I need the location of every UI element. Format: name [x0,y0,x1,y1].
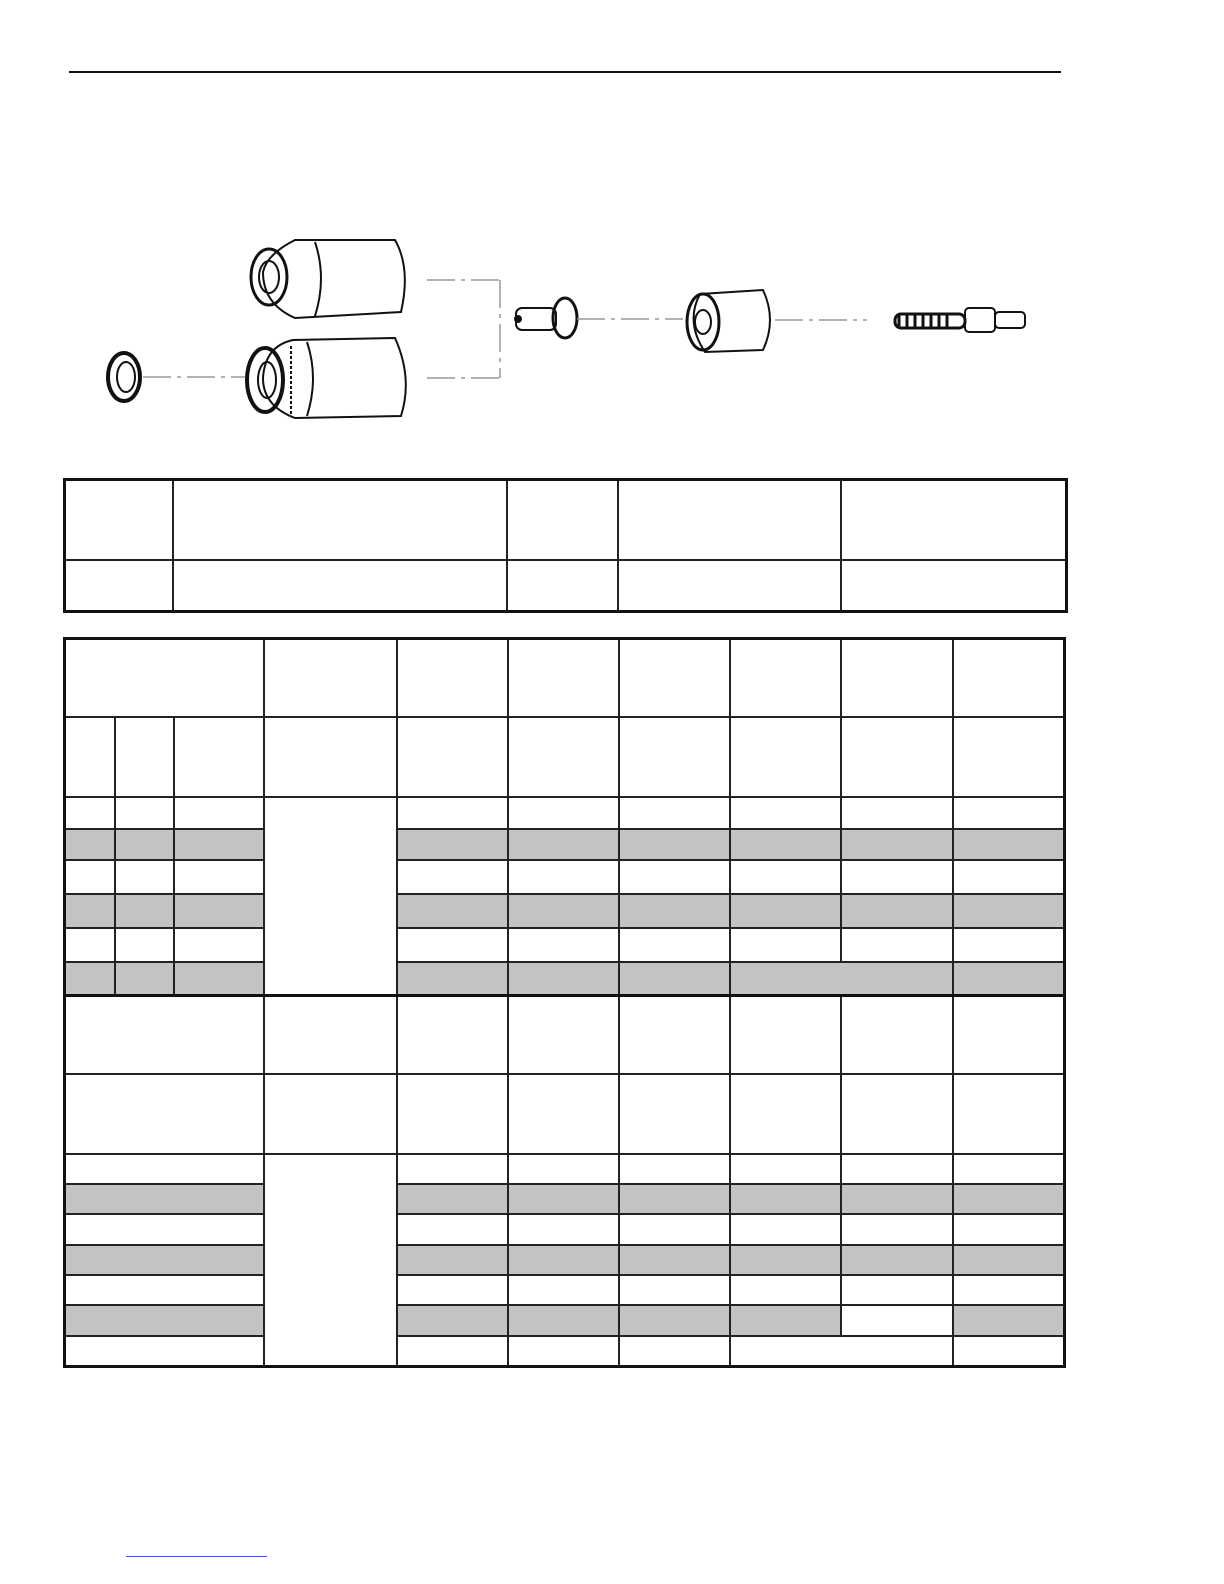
table-cell [953,1275,1065,1305]
table-cell [508,797,619,829]
table-cell [508,1336,619,1367]
table-cell [65,1184,264,1214]
table-cell [115,894,174,928]
table-cell [65,894,115,928]
top-rule [69,71,1061,73]
table-cell [508,894,619,928]
table-cell [953,860,1065,894]
table-header-row [65,480,1067,560]
table-cell [953,1074,1065,1154]
table-cell [841,996,953,1074]
shield-cap-icon [108,353,140,401]
table-cell [508,1245,619,1275]
table-cell [953,1336,1065,1367]
table-cell [619,829,730,860]
table-cell [397,1214,508,1245]
table-cell [65,797,115,829]
shielded-retaining-cap-icon [247,338,406,418]
table-cell [841,560,1067,612]
table-cell [397,797,508,829]
table-cell [397,894,508,928]
table-cell [264,996,397,1074]
table-cell [953,1305,1065,1336]
table-subheader-row [65,1074,1065,1154]
table-cell [508,1184,619,1214]
table-row [65,928,1065,962]
table-cell [841,1154,953,1184]
table-cell [115,962,174,996]
table-cell [619,962,730,996]
header-cell [953,717,1065,797]
table-row [65,1214,1065,1245]
table-row [65,1245,1065,1275]
table-cell [953,1184,1065,1214]
table-cell [65,829,115,860]
table-subheader-row [65,717,1065,797]
table-cell [841,797,953,829]
table-cell [730,1305,841,1336]
table-cell [730,1245,841,1275]
table-cell [397,1305,508,1336]
table-cell [619,996,730,1074]
table-cell [730,860,841,894]
table-cell [730,1184,841,1214]
table-cell [508,1305,619,1336]
header-cell [397,639,508,717]
header-cell [115,717,174,797]
table-cell [174,928,264,962]
table-cell [730,1154,841,1184]
footer-link-underline[interactable] [126,1556,267,1557]
nozzle-icon [515,298,577,338]
table-cell [953,1245,1065,1275]
table-cell [841,1305,953,1336]
table-row [65,829,1065,860]
table-cell [619,1214,730,1245]
table-cell [953,996,1065,1074]
header-cell [508,639,619,717]
header-cell [65,480,173,560]
table-cell [65,928,115,962]
table-cell [115,928,174,962]
header-cell [508,717,619,797]
table-cell [174,797,264,829]
table-cell [619,894,730,928]
table-row [65,560,1067,612]
header-cell [264,717,397,797]
header-cell [730,639,841,717]
merged-cell [730,1336,953,1367]
header-cell [841,480,1067,560]
consumable-header-table [63,478,1068,613]
table-cell [619,1245,730,1275]
table-cell [618,560,841,612]
table-row [65,1154,1065,1184]
table-cell [953,829,1065,860]
table-cell [397,962,508,996]
table-cell [730,1074,841,1154]
table-cell [115,797,174,829]
table-cell [174,894,264,928]
header-cell [507,480,618,560]
table-cell [841,1184,953,1214]
table-cell [264,1074,397,1154]
retaining-cap-icon [251,240,405,318]
table-row [65,860,1065,894]
table-cell [174,860,264,894]
table-cell [730,797,841,829]
table-cell [397,1074,508,1154]
table-cell [65,1275,264,1305]
header-cell [841,717,953,797]
header-cell [264,639,397,717]
table-cell [841,860,953,894]
header-cell [730,717,841,797]
table-header-row [65,996,1065,1074]
table-cell [65,996,264,1074]
header-cell [174,717,264,797]
table-row [65,962,1065,996]
table-cell [508,928,619,962]
table-cell [730,928,841,962]
table-cell [115,829,174,860]
table-cell [397,928,508,962]
table-cell [174,962,264,996]
table-cell [115,860,174,894]
table-cell [841,894,953,928]
table-cell [507,560,618,612]
table-cell [730,1214,841,1245]
table-cell [65,1305,264,1336]
table-row [65,1275,1065,1305]
electrode-icon [895,308,1025,332]
table-row [65,1305,1065,1336]
table-cell [619,1074,730,1154]
table-cell [173,560,507,612]
header-cell [953,639,1065,717]
table-cell [65,1245,264,1275]
merged-cell [264,797,397,996]
table-cell [174,829,264,860]
table-cell [508,1074,619,1154]
table-cell [841,1245,953,1275]
table-cell [508,1154,619,1184]
table-cell [619,797,730,829]
table-cell [619,1154,730,1184]
table-cell [730,894,841,928]
table-cell [619,860,730,894]
table-cell [508,1275,619,1305]
header-cell [397,717,508,797]
header-cell [173,480,507,560]
table-cell [953,894,1065,928]
table-cell [508,962,619,996]
swirl-ring-icon [687,290,770,352]
table-cell [841,928,953,962]
table-cell [953,797,1065,829]
table-cell [730,1275,841,1305]
table-cell [730,996,841,1074]
table-cell [65,1074,264,1154]
table-cell [508,1214,619,1245]
header-cell [841,639,953,717]
table-cell [841,1275,953,1305]
cut-chart-table [63,637,1066,1368]
table-cell [619,1336,730,1367]
table-cell [508,996,619,1074]
table-cell [397,1184,508,1214]
header-cell [619,639,730,717]
table-cell [65,1336,264,1367]
table-cell [619,1184,730,1214]
table-cell [953,928,1065,962]
table-cell [397,1336,508,1367]
table-cell [730,829,841,860]
table-header-row [65,639,1065,717]
table-cell [397,829,508,860]
table-cell [397,1275,508,1305]
exploded-torch-consumables-figure [95,228,1040,428]
merged-cell [730,962,953,996]
table-cell [841,829,953,860]
table-cell [65,1154,264,1184]
table-cell [619,928,730,962]
table-row [65,797,1065,829]
table-cell [65,860,115,894]
table-cell [397,996,508,1074]
header-cell [619,717,730,797]
table-cell [65,1214,264,1245]
table-row [65,1184,1065,1214]
table-cell [953,1214,1065,1245]
header-cell [618,480,841,560]
table-cell [65,560,173,612]
table-cell [397,860,508,894]
table-cell [397,1245,508,1275]
table-cell [508,829,619,860]
table-cell [65,962,115,996]
table-row [65,1336,1065,1367]
table-cell [841,1074,953,1154]
table-cell [397,1154,508,1184]
table-cell [619,1275,730,1305]
table-cell [619,1305,730,1336]
merged-cell [264,1154,397,1367]
header-cell [65,639,264,717]
table-cell [953,962,1065,996]
table-cell [953,1154,1065,1184]
table-cell [841,1214,953,1245]
header-cell [65,717,115,797]
table-cell [508,860,619,894]
table-row [65,894,1065,928]
